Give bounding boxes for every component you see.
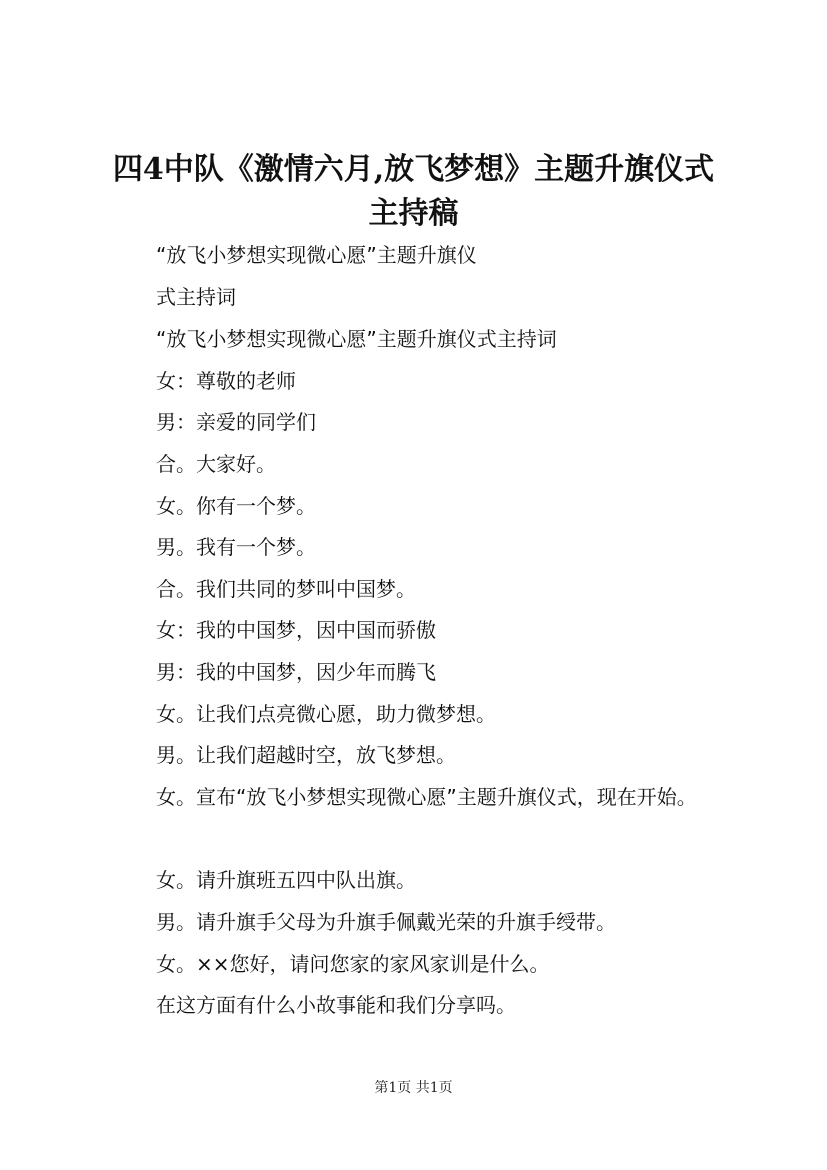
paragraph-line: 合。我们共同的梦叫中国梦。 xyxy=(156,577,416,601)
document-title: 四4中队《激情六月,放飞梦想》主题升旗仪式主持稿 xyxy=(112,152,715,231)
paragraph-line: 女。请升旗班五四中队出旗。 xyxy=(156,868,416,892)
paragraph-line: 男：亲爱的同学们 xyxy=(156,410,316,434)
paragraph-line: 女。让我们点亮微心愿，助力微梦想。 xyxy=(156,702,496,726)
paragraph-line: 女。你有一个梦。 xyxy=(156,494,316,518)
paragraph-line: 女。宣布“放飞小梦想实现微心愿”主题升旗仪式，现在开始。 xyxy=(156,785,697,809)
paragraph-line: 女：尊敬的老师 xyxy=(156,369,296,393)
paragraph-line: 男。让我们超越时空，放飞梦想。 xyxy=(156,743,456,767)
paragraph-line: “放飞小梦想实现微心愿”主题升旗仪 xyxy=(156,243,477,267)
paragraph-line: 女。××您好，请问您家的家风家训是什么。 xyxy=(156,952,550,976)
paragraph-line: 男。我有一个梦。 xyxy=(156,535,316,559)
paragraph-line: 式主持词 xyxy=(156,285,236,309)
paragraph-line: “放飞小梦想实现微心愿”主题升旗仪式主持词 xyxy=(156,327,557,351)
paragraph-line: 女：我的中国梦，因中国而骄傲 xyxy=(156,618,436,642)
paragraph-line: 在这方面有什么小故事能和我们分享吗。 xyxy=(156,993,516,1017)
paragraph-line: 男：我的中国梦，因少年而腾飞 xyxy=(156,660,436,684)
paragraph-line: 合。大家好。 xyxy=(156,452,276,476)
paragraph-line: 男。请升旗手父母为升旗手佩戴光荣的升旗手绶带。 xyxy=(156,910,616,934)
page-footer: 第1页 共1页 xyxy=(374,1080,453,1096)
